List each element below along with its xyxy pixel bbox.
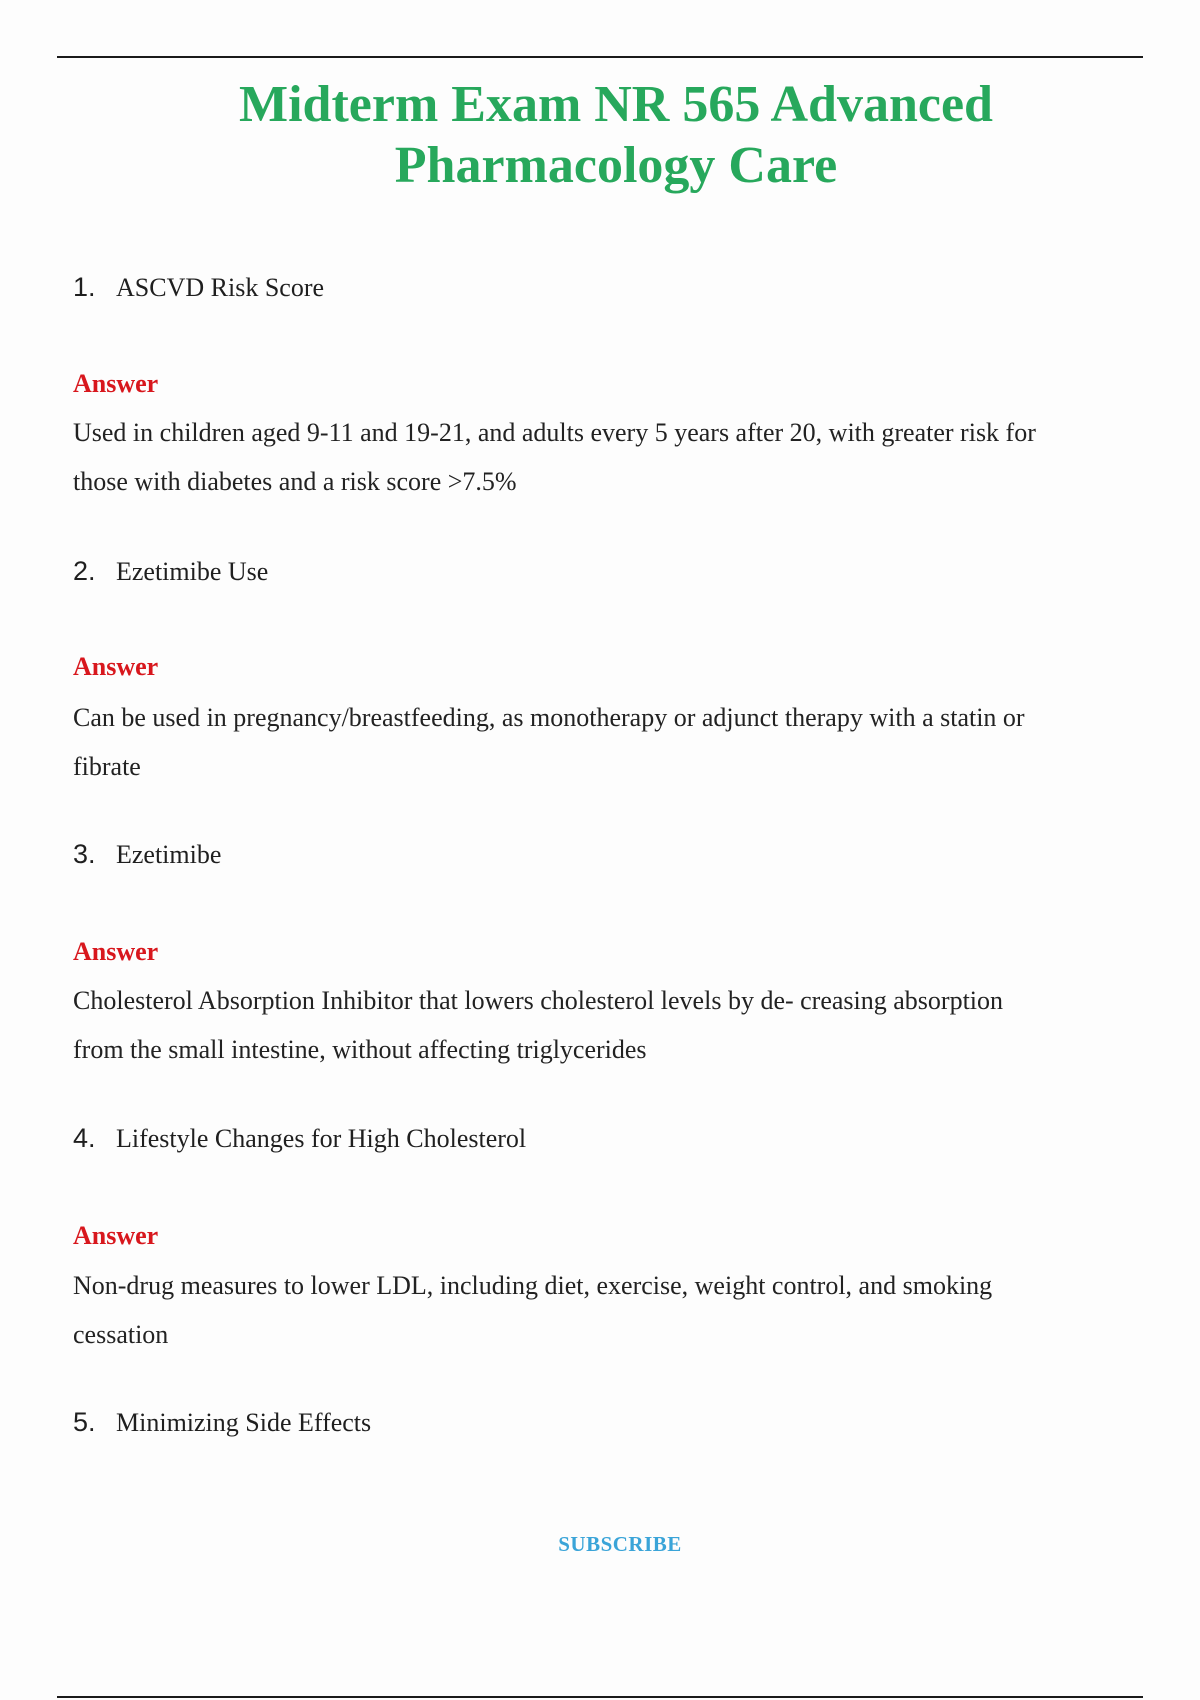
question-text: ASCVD Risk Score xyxy=(116,273,325,302)
answer-label-4: Answer xyxy=(73,1221,159,1250)
answer-label-2: Answer xyxy=(73,652,159,681)
answer-line: those with diabetes and a risk score >7.5% xyxy=(73,466,517,496)
answer-text-2 xyxy=(73,694,1133,791)
answer-text-3 xyxy=(73,977,1133,1074)
title-line-2: Pharmacology Care xyxy=(394,137,838,194)
title-line-1: Midterm Exam NR 565 Advanced xyxy=(239,76,993,133)
answer-line: Used in children aged 9-11 and 19-21, and adults every 5 years after 20, with greater risk for xyxy=(73,418,1036,447)
subscribe-link[interactable]: SUBSCRIBE xyxy=(558,1532,682,1556)
question-5 xyxy=(73,1407,371,1438)
answer-text-4 xyxy=(73,1262,1133,1359)
answer-line: fibrate xyxy=(73,751,141,781)
answer-line: Cholesterol Absorption Inhibitor that lowers cholesterol levels by de- creasing absorption xyxy=(73,986,1004,1015)
top-rule xyxy=(57,56,1143,58)
answer-label-3: Answer xyxy=(73,937,159,966)
answer-line: Can be used in pregnancy/breastfeeding, as monotherapy or adjunct therapy with a statin or xyxy=(73,703,1025,732)
question-1 xyxy=(73,272,324,303)
question-number: 2. xyxy=(73,556,96,586)
document-title xyxy=(0,74,1200,196)
question-4 xyxy=(73,1123,526,1154)
question-text: Ezetimibe xyxy=(116,840,222,869)
answer-text-1 xyxy=(73,409,1133,506)
question-2 xyxy=(73,556,268,587)
question-text: Lifestyle Changes for High Cholesterol xyxy=(116,1124,527,1153)
question-3 xyxy=(73,839,221,870)
bottom-rule xyxy=(57,1696,1143,1698)
question-number: 5. xyxy=(73,1407,96,1437)
question-number: 3. xyxy=(73,839,96,869)
question-number: 1. xyxy=(73,272,96,302)
question-number: 4. xyxy=(73,1123,96,1153)
question-text: Minimizing Side Effects xyxy=(116,1408,372,1437)
question-text: Ezetimibe Use xyxy=(116,557,269,586)
answer-line: cessation xyxy=(73,1319,169,1349)
answer-line: from the small intestine, without affecting triglycerides xyxy=(73,1034,647,1064)
answer-label-1: Answer xyxy=(73,369,159,398)
answer-line: Non-drug measures to lower LDL, including diet, exercise, weight control, and smoking xyxy=(73,1271,993,1300)
